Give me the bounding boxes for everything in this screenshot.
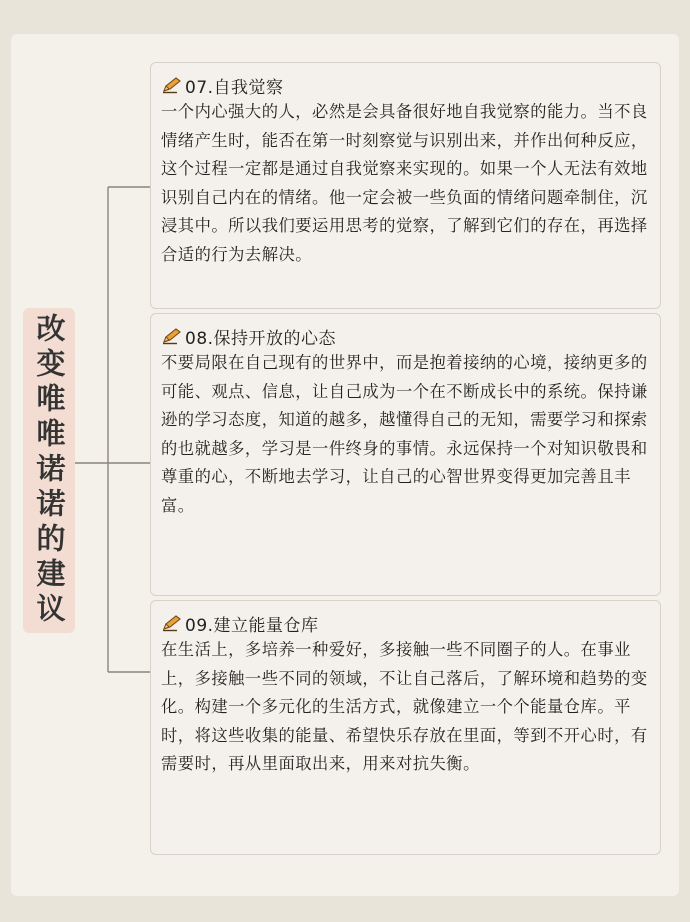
section-card-07 (150, 62, 661, 309)
section-body: 不要局限在自己现有的世界中，而是抱着接纳的心境，接纳更多的可能、观点、信息，让自己成为一个在不断成长中的系统。保持谦逊的学习态度，知道的越多，越懂得自己的无知，需要学习和探索的也就越多，学习是一件终身的事情。永远保持一个对知识敬畏和尊重的心，不断地去学习，让自己的心智世界变得更加完善且丰富。 (161, 353, 648, 515)
pencil-icon (161, 614, 183, 632)
section-title: 09.建立能量仓库 (185, 615, 319, 636)
section-card-08 (150, 313, 661, 596)
section-body: 一个内心强大的人，必然是会具备很好地自我觉察的能力。当不良情绪产生时，能否在第一时刻察觉与识别出来，并作出何种反应，这个过程一定都是通过自我觉察来实现的。如果一个人无法有效地识别自己内在的情绪。他一定会被一些负面的情绪问题牵制住，沉浸其中。所以我们要运用思考的觉察，了解到它们的存在，再选择合适的行为去解决。 (161, 102, 648, 264)
section-title: 07.自我觉察 (185, 77, 284, 98)
pencil-icon (161, 76, 183, 94)
section-header (161, 610, 650, 636)
section-body: 在生活上，多培养一种爱好，多接触一些不同圈子的人。在事业上，多接触一些不同的领域，不让自己落后，了解环境和趋势的变化。构建一个多元化的生活方式，就像建立一个个能量仓库。平时，将这些收集的能量、希望快乐存放在里面，等到不开心时，有需要时，再从里面取出来，用来对抗失衡。 (161, 640, 648, 774)
section-card-09 (150, 600, 661, 855)
section-header (161, 323, 650, 349)
pencil-icon (161, 327, 183, 345)
section-header (161, 72, 650, 98)
mindmap-root (23, 308, 75, 633)
page-title: 改变唯唯诺诺的建议 (32, 313, 67, 628)
section-title: 08.保持开放的心态 (185, 328, 337, 349)
